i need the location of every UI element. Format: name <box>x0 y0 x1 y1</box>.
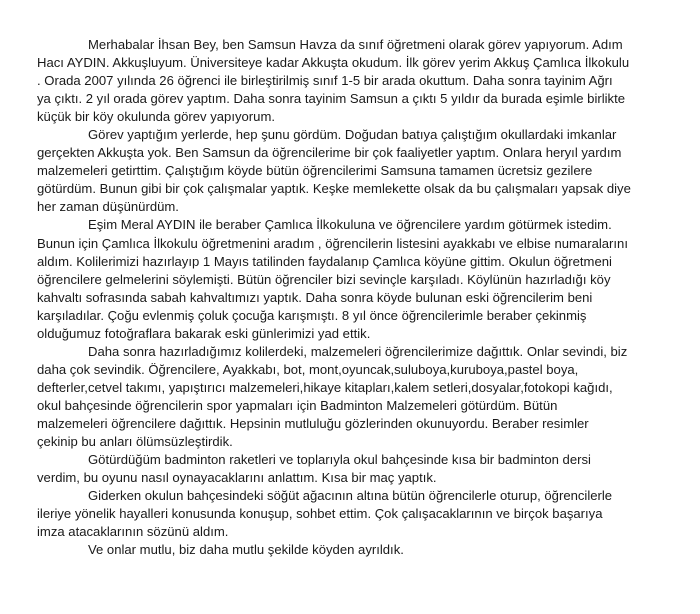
text-line: Götürdüğüm badminton raketleri ve toplarıyla okul bahçesinde kısa bir badminton dersi <box>88 452 591 468</box>
paragraph-distribution <box>37 343 663 451</box>
text-line: . Orada 2007 yılında 26 öğrenci ile birleştirilmiş sınıf 1-5 bir arada okuttum. Daha sonra tayinim Ağrı <box>37 73 613 89</box>
paragraph-introduction <box>37 36 663 126</box>
text-line: ya çıktı. 2 yıl orada görev yaptım. Daha sonra tayinim Samsun a çıktı 5 yıldır da burada eşimle birlikte <box>37 91 626 107</box>
text-line: verdim, bu oyunu nasıl oynayacaklarını anlattım. Kısa bir maç yaptık. <box>37 470 437 486</box>
text-line: Daha sonra hazırladığımız kolilerdeki, malzemeleri öğrencilerimize dağıttık. Onlar sevindi, biz <box>88 343 628 359</box>
letter-body <box>37 36 663 559</box>
text-line: Bunun için Çamlıca İlkokulu öğretmenini aradım , öğrencilerin listesini ayakkabı ve elbise numaralarını <box>37 235 628 251</box>
text-line: Merhabalar İhsan Bey, ben Samsun Havza da sınıf öğretmeni olarak görev yapıyorum. Adım <box>88 37 623 52</box>
text-line: karşıladılar. Çoğu evlenmiş çoluk çocuğa karışmıştı. 8 yıl önce öğrencilerimle beraber çekinmiş <box>37 307 587 323</box>
paragraph-observations <box>37 126 663 216</box>
text-line: götürdüm. Bunun gibi bir çok çalışmalar yaptık. Keşke memlekette olsak da bu çalışmaları yapsak diye <box>37 181 631 197</box>
text-line: çekinip bu anları ölümsüzleştirdik. <box>37 434 233 450</box>
text-line: kahvaltı sofrasında sabah kahvaltımızı yaptık. Daha sonra köyde bulunan eski öğrencilerim beni <box>37 289 593 305</box>
paragraph-farewell <box>37 487 663 541</box>
text-line: okul bahçesinde öğrencilerin spor yapmaları için Badminton Malzemeleri götürdüm. Bütün <box>37 397 558 413</box>
text-line: Hacı AYDIN. Akkuşluyum. Üniversiteye kadar Akkuşta okudum. İlk görev yerim Akkuş Çamlıca İlkokulu <box>37 55 630 71</box>
text-line: Eşim Meral AYDIN ile beraber Çamlıca İlkokuluna ve öğrencilere yardım götürmek istedim. <box>88 217 612 233</box>
text-line: daha çok sevindik. Öğrencilere, Ayakkabı, bot, mont,oyuncak,suluboya,kuruboya,pastel boya, <box>37 361 579 377</box>
text-line: Ve onlar mutlu, biz daha mutlu şekilde köyden ayrıldık. <box>88 542 404 558</box>
paragraph-badminton <box>37 451 663 487</box>
text-line: imza atacaklarının sözünü aldım. <box>37 524 229 540</box>
text-line: küçük bir köy okulunda görev yapıyorum. <box>37 109 275 125</box>
text-line: gerçekten Akkuşta yok. Ben Samsun da öğrencilerime bir çok faaliyetler yaptım. Onlara heryıl yardım <box>37 145 622 161</box>
text-line: ileriye yönelik hayalleri konusunda konuşup, sohbet ettim. Çok çalışacaklarının ve birçok başarıya <box>37 506 603 522</box>
text-line: olduğumuz fotoğraflara bakarak eski günlerimizi yad ettik. <box>37 325 371 341</box>
text-line: malzemeleri getirttim. Çalıştığım köyde bütün öğrencilerimi Samsuna tamamen ücretsiz gezilere <box>37 163 593 179</box>
text-line: malzemeleri öğrencilere dağıttık. Hepsinin mutluluğu gözlerinden okunuyordu. Beraber resimler <box>37 415 589 431</box>
text-line: her zaman düşünürdüm. <box>37 199 179 215</box>
text-line: Görev yaptığım yerlerde, hep şunu gördüm. Doğudan batıya çalıştığım okullardaki imkanlar <box>88 127 617 143</box>
text-line: öğrencilere gelmelerini söylemişti. Bütün öğrenciler bizi sevinçle karşıladı. Köylünün hazırladığı köy <box>37 271 611 287</box>
text-line: defterler,cetvel takımı, yapıştırıcı malzemeleri,hikaye kitapları,kalem setleri,dosyalar,fotokopi kağıdı, <box>37 379 613 395</box>
paragraph-visit <box>37 216 663 342</box>
paragraph-closing <box>37 541 663 559</box>
text-line: aldım. Kolilerimizi hazırlayıp 1 Mayıs tatilinden faydalanıp Çamlıca köyüne gittim. Okulun öğretmeni <box>37 253 612 269</box>
text-line: Giderken okulun bahçesindeki söğüt ağacının altına bütün öğrencilerle oturup, öğrencilerle <box>88 488 613 504</box>
